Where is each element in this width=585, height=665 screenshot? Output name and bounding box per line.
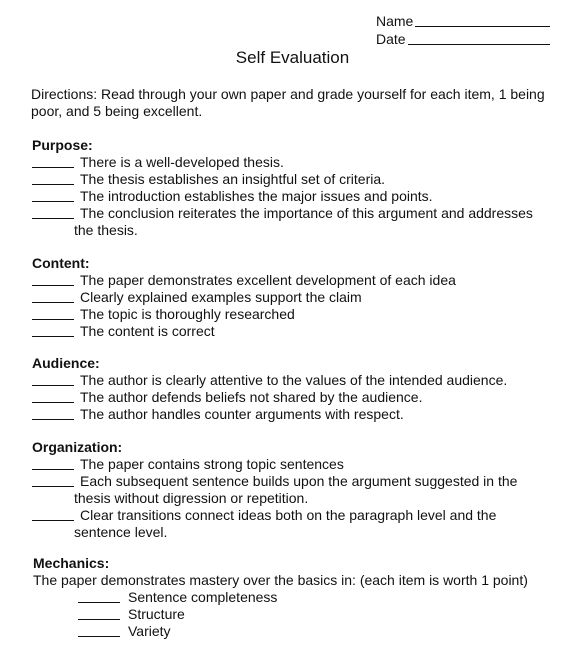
score-blank[interactable] [78, 623, 120, 637]
section-mechanics [33, 555, 573, 572]
item-text: Structure [128, 606, 185, 622]
item-text-continued: thesis without digression or repetition. [74, 490, 309, 506]
score-blank[interactable] [32, 188, 74, 202]
score-blank[interactable] [32, 306, 74, 320]
date-field[interactable] [376, 30, 576, 48]
list-item [32, 272, 572, 289]
score-blank[interactable] [32, 289, 74, 303]
list-item [32, 323, 572, 340]
list-item [33, 589, 573, 606]
score-blank[interactable] [32, 372, 74, 386]
score-blank[interactable] [32, 389, 74, 403]
section-title-audience: Audience: [32, 355, 100, 371]
directions-text: Directions: Read through your own paper and grade yourself for each item, 1 being poor, and 5 being excellent. [31, 86, 545, 119]
item-text: Clearly explained examples support the claim [80, 289, 362, 305]
name-line[interactable] [415, 26, 550, 27]
list-item [32, 372, 572, 389]
section-organization [32, 439, 572, 541]
list-item [32, 171, 572, 188]
list-item [32, 205, 572, 222]
item-text: The author defends beliefs not shared by the audience. [80, 389, 423, 405]
mechanics-body [33, 572, 573, 640]
list-item [32, 154, 572, 171]
score-blank[interactable] [32, 272, 74, 286]
score-blank[interactable] [32, 171, 74, 185]
section-purpose [32, 137, 572, 239]
score-blank[interactable] [32, 473, 74, 487]
item-text: Variety [128, 623, 171, 639]
item-text: There is a well-developed thesis. [80, 154, 284, 170]
section-title-mechanics: Mechanics: [33, 555, 110, 571]
score-blank[interactable] [32, 154, 74, 168]
date-label: Date [376, 31, 406, 47]
date-line[interactable] [408, 44, 550, 45]
item-text: Clear transitions connect ideas both on the paragraph level and the [80, 507, 497, 523]
section-content [32, 255, 572, 340]
score-blank[interactable] [32, 406, 74, 420]
item-text: The paper contains strong topic sentences [80, 456, 344, 472]
list-item [33, 623, 573, 640]
list-item [32, 507, 572, 524]
item-text: The introduction establishes the major issues and points. [80, 188, 433, 204]
item-text: The author is clearly attentive to the values of the intended audience. [80, 372, 508, 388]
name-field[interactable] [376, 12, 576, 30]
item-text: Each subsequent sentence builds upon the argument suggested in the [80, 473, 518, 489]
item-text: The conclusion reiterates the importance of this argument and addresses [80, 205, 533, 221]
item-text-continued: sentence level. [74, 524, 168, 540]
section-title-purpose: Purpose: [32, 137, 93, 153]
list-item [32, 389, 572, 406]
score-blank[interactable] [32, 323, 74, 337]
page-title: Self Evaluation [235, 48, 350, 67]
header-fields [376, 12, 576, 48]
list-item [32, 406, 572, 423]
mechanics-intro: The paper demonstrates mastery over the basics in: (each item is worth 1 point) [33, 572, 528, 588]
list-item [32, 188, 572, 205]
score-blank[interactable] [32, 205, 74, 219]
name-label: Name [376, 13, 414, 29]
item-text: The topic is thoroughly researched [80, 306, 295, 322]
section-title-content: Content: [32, 255, 90, 271]
list-item [32, 306, 572, 323]
score-blank[interactable] [32, 456, 74, 470]
list-item [32, 289, 572, 306]
list-item [32, 473, 572, 490]
item-text: The thesis establishes an insightful set of criteria. [80, 171, 386, 187]
list-item [32, 456, 572, 473]
item-text: The author handles counter arguments with respect. [80, 406, 404, 422]
score-blank[interactable] [32, 507, 74, 521]
section-title-organization: Organization: [32, 439, 123, 455]
item-text-continued: the thesis. [74, 222, 138, 238]
score-blank[interactable] [78, 606, 120, 620]
section-audience [32, 355, 572, 423]
item-text: The content is correct [80, 323, 215, 339]
list-item [33, 606, 573, 623]
score-blank[interactable] [78, 589, 120, 603]
item-text: Sentence completeness [128, 589, 278, 605]
item-text: The paper demonstrates excellent development of each idea [80, 272, 456, 288]
